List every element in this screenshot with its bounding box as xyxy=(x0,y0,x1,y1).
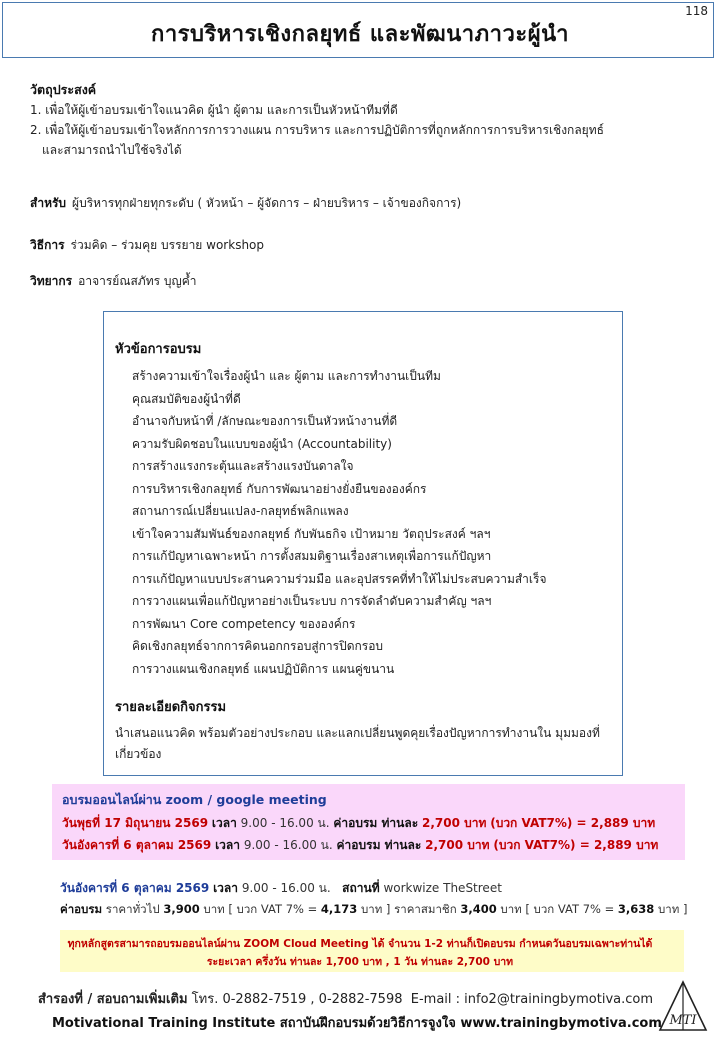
onsite-time: 9.00 - 16.00 น. xyxy=(241,881,331,895)
session-date: วันอังคารที่ 6 ตุลาคม 2569 xyxy=(62,838,212,852)
topic-item: ความรับผิดชอบในแบบของผู้นำ (Accountability) xyxy=(132,436,392,451)
general-price: 3,900 xyxy=(163,902,200,916)
method-row xyxy=(30,236,264,255)
topics-content xyxy=(115,338,615,765)
general-vat-suffix: บาท ] xyxy=(360,902,391,916)
topic-item: การแก้ปัญหาแบบประสานความร่วมมือ และอุปสรรคที่ทำให้ไม่ประสบความสำเร็จ xyxy=(132,571,547,586)
institute-line: Motivational Training Institute สถาบันฝึกอบรมด้วยวิธีการจูงใจ www.trainingbymotiva.com xyxy=(52,1016,662,1031)
note-line-2: ระยะเวลา ครึ่งวัน ท่านละ 1,700 บาท , 1 วัน ท่านละ 2,700 บาท xyxy=(206,956,514,968)
session-time: 9.00 - 16.00 น. xyxy=(243,838,333,852)
online-session-1 xyxy=(62,814,655,833)
logo-text: MTI xyxy=(669,1013,697,1028)
contact-email[interactable]: E-mail : info2@trainingbymotiva.com xyxy=(410,992,654,1007)
general-label: ราคาทั่วไป xyxy=(105,902,160,916)
member-price: 3,400 xyxy=(460,902,497,916)
session-fee: 2,700 บาท xyxy=(421,816,487,830)
method-value: ร่วมคิด – ร่วมคุย บรรยาย workshop xyxy=(70,238,265,252)
speaker-label: วิทยากร xyxy=(30,274,73,288)
general-vat: 4,173 xyxy=(320,902,358,916)
member-vat-prefix: บาท [ บวก VAT 7% = xyxy=(500,902,615,916)
onsite-time-label: เวลา xyxy=(213,881,238,895)
topic-item: คิดเชิงกลยุทธ์จากการคิดนอกกรอบสู่การปิดกรอบ xyxy=(132,639,384,653)
session-time-label: เวลา xyxy=(215,838,240,852)
onsite-date-row xyxy=(60,879,502,898)
topic-item: คุณสมบัติของผู้นำที่ดี xyxy=(132,391,241,406)
objective-item-2: 2. เพื่อให้ผู้เข้าอบรมเข้าใจหลักการการวางแผน การบริหาร และการปฏิบัติการที่ถูกหลักการการบริหารเชิงกลยุทธ์ xyxy=(30,123,604,137)
topic-item: เข้าใจความสัมพันธ์ของกลยุทธ์ กับพันธกิจ เป้าหมาย วัตถุประสงค์ ฯลฯ xyxy=(132,526,491,541)
session-fee: 2,700 บาท xyxy=(425,838,490,852)
mti-logo-icon xyxy=(656,980,710,1032)
onsite-venue: workwize TheStreet xyxy=(383,881,502,895)
topic-item: สร้างความเข้าใจเรื่องผู้นำ และ ผู้ตาม และการทำงานเป็นทีม xyxy=(132,369,441,383)
online-session-2 xyxy=(62,836,658,855)
session-vat: (บวก VAT7%) = 2,889 บาท xyxy=(493,838,659,852)
for-whom-row xyxy=(30,194,461,213)
session-date: วันพุธที่ 17 มิถุนายน 2569 xyxy=(62,816,209,830)
session-vat: (บวก VAT7%) = 2,889 บาท xyxy=(490,816,656,830)
objectives-heading: วัตถุประสงค์ xyxy=(30,82,97,97)
session-time-label: เวลา xyxy=(211,816,237,830)
contact-phone: โทร. 0-2882-7519 , 0-2882-7598 xyxy=(191,992,403,1007)
objective-item-2-cont: และสามารถนำไปใช้จริงได้ xyxy=(42,143,182,157)
general-vat-prefix: บาท [ บวก VAT 7% = xyxy=(203,902,318,916)
for-whom-value: ผู้บริหารทุกฝ่ายทุกระดับ ( หัวหน้า – ผู้จัดการ – ฝ่ายบริหาร – เจ้าของกิจการ) xyxy=(72,196,462,210)
topics-list xyxy=(115,365,615,680)
details-heading: รายละเอียดกิจกรรม xyxy=(115,700,227,715)
topic-item: การวางแผนเพื่อแก้ปัญหาอย่างเป็นระบบ การจัดลำดับความสำคัญ ฯลฯ xyxy=(132,594,492,608)
objectives-section xyxy=(30,80,604,160)
page-number: 118 xyxy=(685,4,708,18)
topic-item: การบริหารเชิงกลยุทธ์ กับการพัฒนาอย่างยั่งยืนขององค์กร xyxy=(132,481,427,496)
page-title: การบริหารเชิงกลยุทธ์ และพัฒนาภาวะผู้นำ xyxy=(151,22,569,47)
member-label: ราคาสมาชิก xyxy=(394,902,457,916)
speaker-value: อาจารย์ณสภัทร บุญค้ำ xyxy=(78,274,197,288)
onsite-price-row xyxy=(60,901,687,919)
note-line-1: ทุกหลักสูตรสามารถอบรมออนไลน์ผ่าน ZOOM Cloud Meeting ได้ จำนวน 1-2 ท่านก็เปิดอบรม กำหนดวันอบรมเฉพาะท่านได้ xyxy=(67,938,653,950)
topic-item: การวางแผนเชิงกลยุทธ์ แผนปฏิบัติการ แผนคู่ขนาน xyxy=(132,661,395,676)
for-whom-label: สำหรับ xyxy=(30,196,67,210)
contact-label: สำรองที่ / สอบถามเพิ่มเติม xyxy=(38,992,188,1007)
topic-item: การพัฒนา Core competency ขององค์กร xyxy=(132,616,356,631)
details-text: นำเสนอแนวคิด พร้อมตัวอย่างประกอบ และแลกเปลี่ยนพูดคุยเรื่องปัญหาการทำงานใน มุมมองที่เกี่ยวข้อง xyxy=(115,726,600,761)
method-label: วิธีการ xyxy=(30,238,65,252)
online-title: อบรมออนไลน์ผ่าน zoom / google meeting xyxy=(62,792,327,807)
topic-item: สถานการณ์เปลี่ยนแปลง-กลยุทธ์พลิกแพลง xyxy=(132,504,349,518)
member-vat-suffix: บาท ] xyxy=(657,902,688,916)
session-fee-label: ค่าอบรม ท่านละ xyxy=(336,838,422,852)
contact-row xyxy=(38,988,653,1009)
topic-item: การแก้ปัญหาเฉพาะหน้า การตั้งสมมติฐานเรื่องสาเหตุเพื่อการแก้ปัญหา xyxy=(132,549,492,563)
topics-heading: หัวข้อการอบรม xyxy=(115,342,202,357)
topic-item: อำนาจกับหน้าที่ /ลักษณะของการเป็นหัวหน้างานที่ดี xyxy=(132,414,398,428)
member-vat: 3,638 xyxy=(617,902,655,916)
speaker-row xyxy=(30,272,196,291)
onsite-venue-label: สถานที่ xyxy=(342,881,380,895)
session-fee-label: ค่าอบรม ท่านละ xyxy=(333,816,419,830)
topic-item: การสร้างแรงกระตุ้นและสร้างแรงบันดาลใจ xyxy=(132,459,354,473)
onsite-date: วันอังคารที่ 6 ตุลาคม 2569 xyxy=(60,881,210,895)
onsite-fee-label: ค่าอบรม xyxy=(60,902,103,916)
objective-item-1: 1. เพื่อให้ผู้เข้าอบรมเข้าใจแนวคิด ผู้นำ ผู้ตาม และการเป็นหัวหน้าทีมที่ดี xyxy=(30,103,398,117)
session-time: 9.00 - 16.00 น. xyxy=(240,816,330,830)
